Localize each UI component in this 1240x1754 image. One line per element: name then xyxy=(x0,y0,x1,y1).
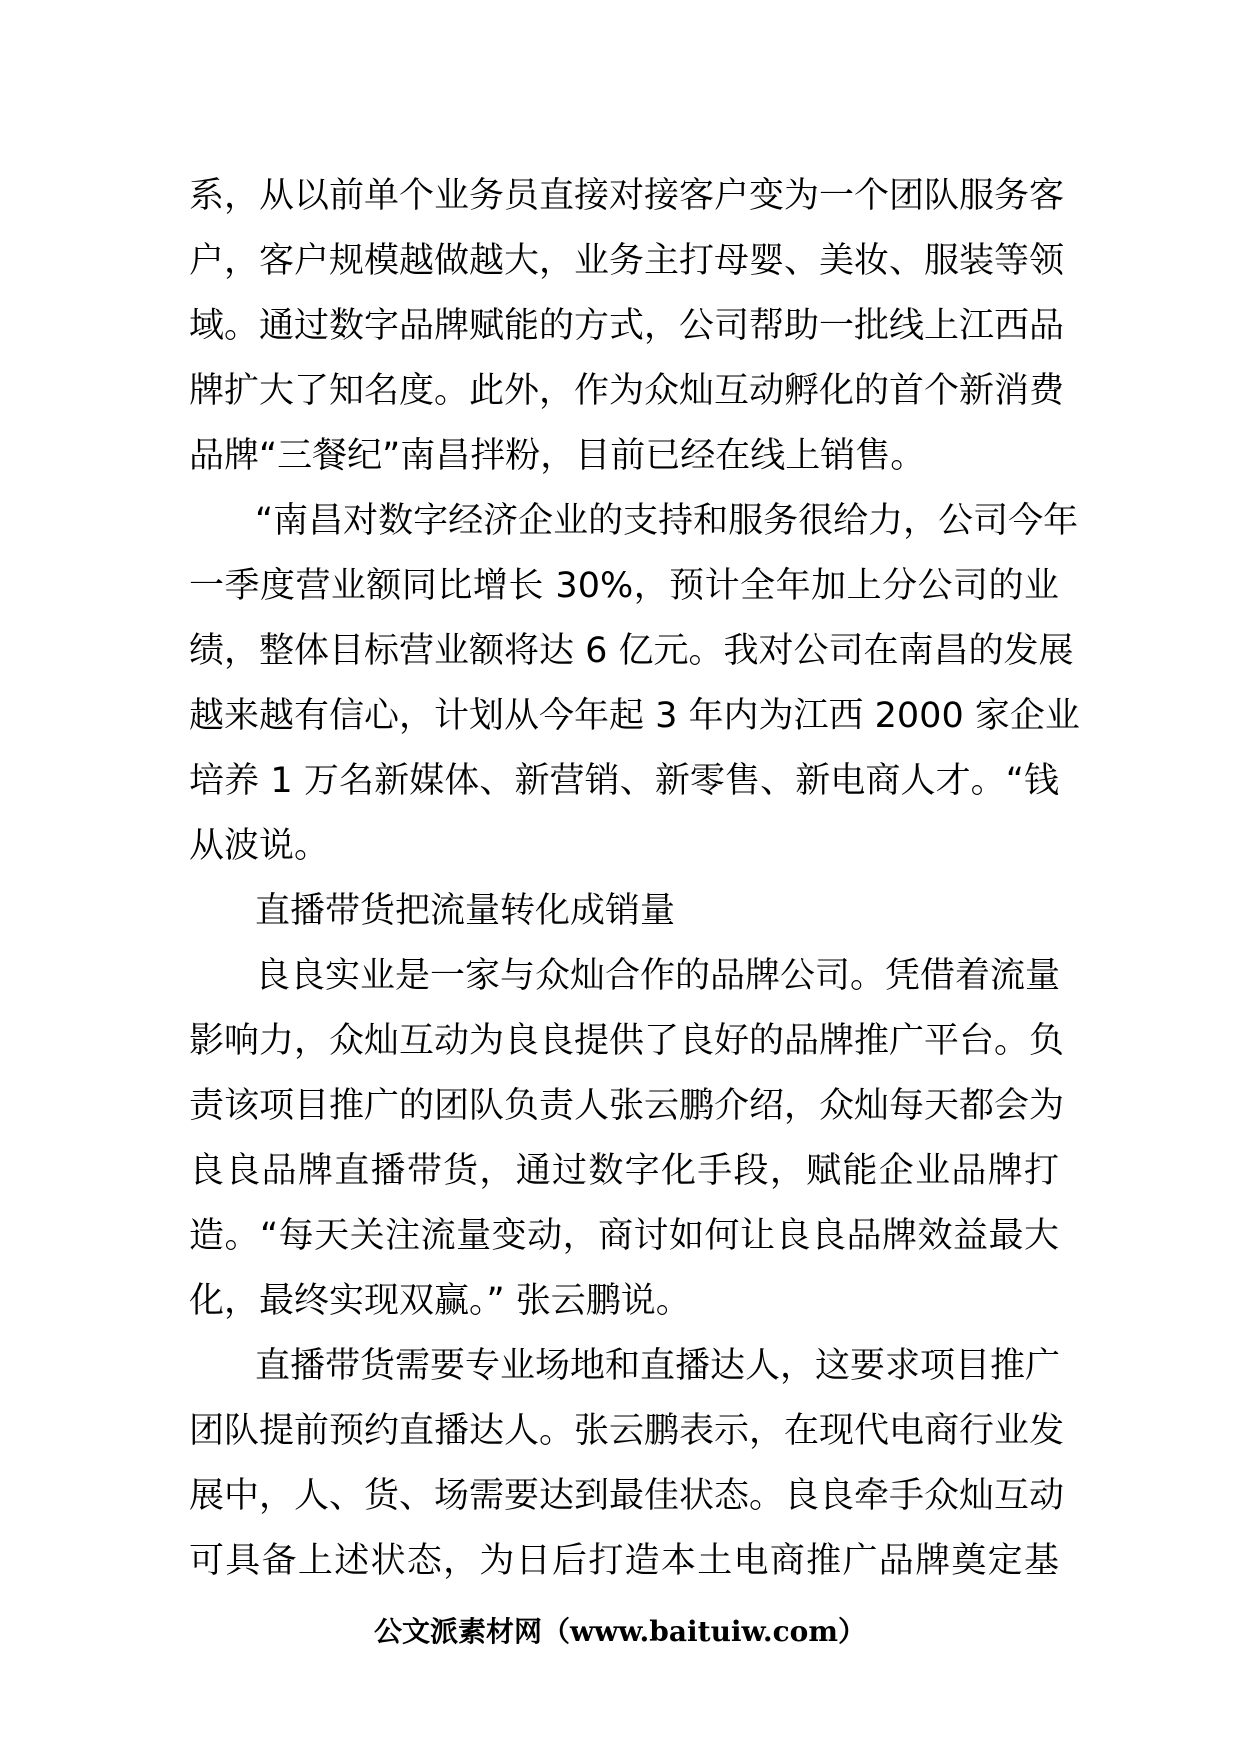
paragraph-3 xyxy=(189,944,1065,1334)
text-line: 一季度营业额同比增长 30%，预计全年加上分公司的业 xyxy=(189,566,1059,606)
text-line: 系，从以前单个业务员直接对接客户变为一个团队服务客 xyxy=(189,176,1065,216)
text-line: 造。“每天关注流量变动，商讨如何让良良品牌效益最大 xyxy=(189,1216,1059,1256)
watermark-footer: 公文派素材网（www.baituiw.com） xyxy=(374,1615,866,1648)
text-line: 可具备上述状态，为日后打造本土电商推广品牌奠定基 xyxy=(189,1541,1059,1581)
text-line: 品牌“三餐纪”南昌拌粉，目前已经在线上销售。 xyxy=(189,436,926,476)
text-line: 越来越有信心，计划从今年起 3 年内为江西 2000 家企业 xyxy=(189,696,1080,736)
text-line: 直播带货需要专业场地和直播达人，这要求项目推广 xyxy=(255,1346,1061,1386)
text-line: 绩，整体目标营业额将达 6 亿元。我对公司在南昌的发展 xyxy=(189,631,1074,671)
paragraph-2 xyxy=(189,489,1080,879)
text-line: 责该项目推广的团队负责人张云鹏介绍，众灿每天都会为 xyxy=(189,1086,1065,1126)
text-line: 牌扩大了知名度。此外，作为众灿互动孵化的首个新消费 xyxy=(189,371,1065,411)
paragraph-4 xyxy=(189,1334,1065,1594)
section-heading xyxy=(189,879,1059,944)
text-line: 从波说。 xyxy=(189,826,330,866)
text-line: 户，客户规模越做越大，业务主打母婴、美妆、服装等领 xyxy=(189,241,1065,281)
section-heading-text: 直播带货把流量转化成销量 xyxy=(255,891,676,931)
text-line: 展中，人、货、场需要达到最佳状态。良良牵手众灿互动 xyxy=(189,1476,1065,1516)
text-line: 良良实业是一家与众灿合作的品牌公司。凭借着流量 xyxy=(255,956,1061,996)
text-line: 良良品牌直播带货，通过数字化手段，赋能企业品牌打 xyxy=(189,1151,1059,1191)
document-body xyxy=(189,164,1080,1594)
text-line: “南昌对数字经济企业的支持和服务很给力，公司今年 xyxy=(255,501,1079,541)
text-line: 域。通过数字品牌赋能的方式，公司帮助一批线上江西品 xyxy=(189,306,1065,346)
text-line: 培养 1 万名新媒体、新营销、新零售、新电商人才。“钱 xyxy=(189,761,1059,801)
text-line: 化，最终实现双赢。” 张云鹏说。 xyxy=(189,1281,691,1321)
text-line: 影响力，众灿互动为良良提供了良好的品牌推广平台。负 xyxy=(189,1021,1065,1061)
text-line: 团队提前预约直播达人。张云鹏表示，在现代电商行业发 xyxy=(189,1411,1065,1451)
paragraph-1 xyxy=(189,164,1065,489)
